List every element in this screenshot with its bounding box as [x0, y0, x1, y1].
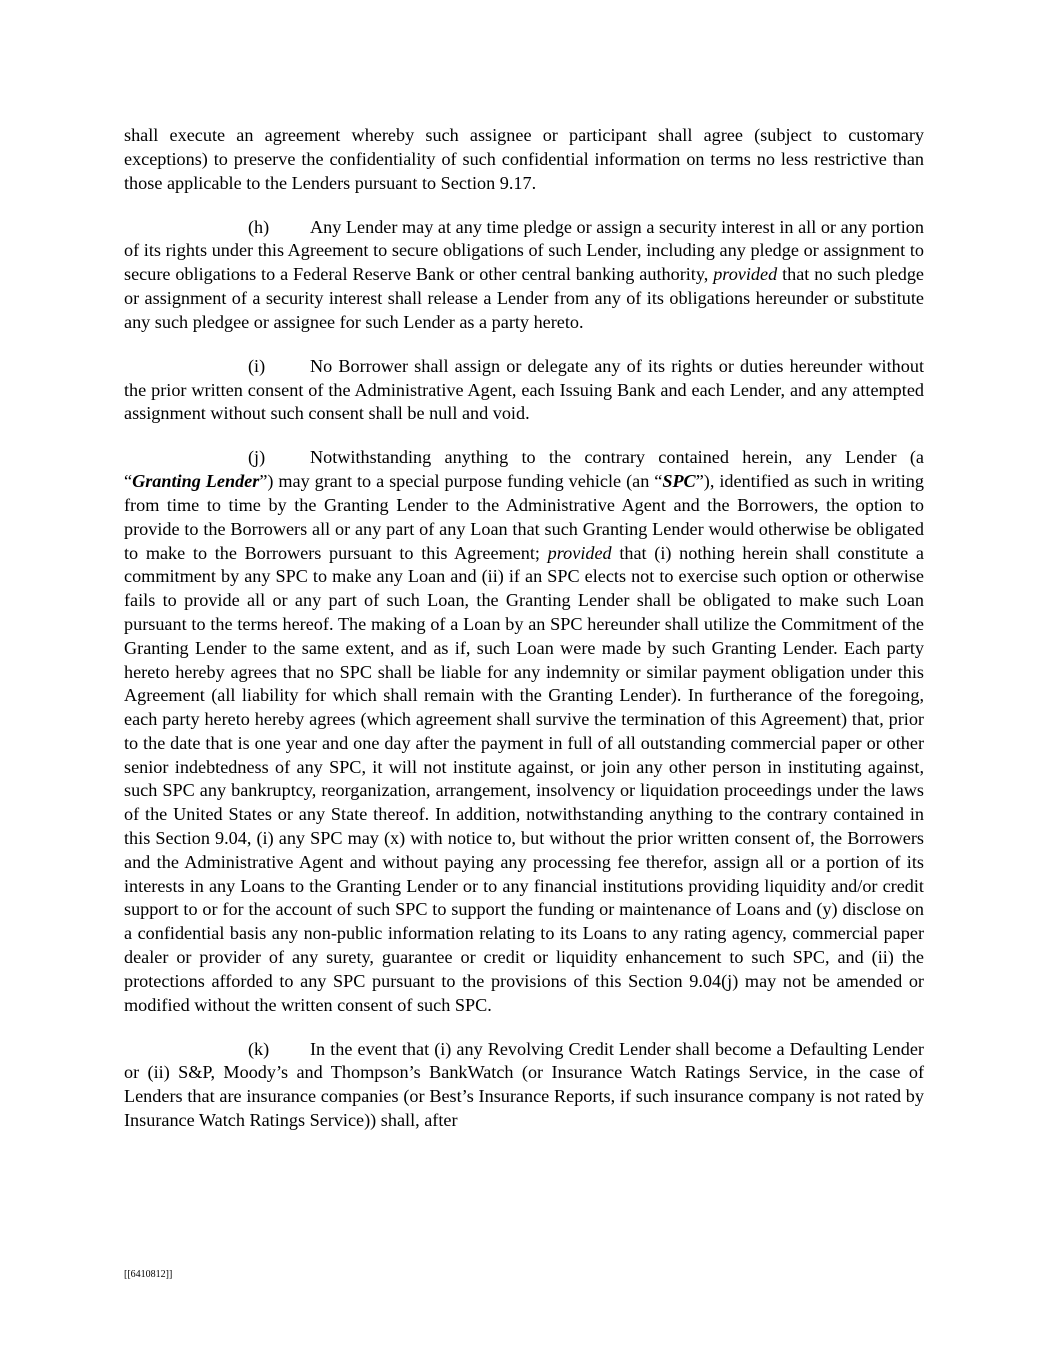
paragraph-text: that no such pledge or assignment of a security interest shall release a Lender from any of its obligations hereunder or substitute any such pledgee or assignee for such Lender as a party hereto.: [124, 264, 924, 332]
paragraph-text: ”) may grant to a special purpose funding vehicle (an “: [259, 471, 663, 492]
paragraph-text: No Borrower shall assign or delegate any of its rights or duties hereunder without the prior written consent of the Administrative Agent, each Issuing Bank and each Lender, and any attempted assignment without such consent shall be null and void.: [124, 355, 924, 424]
paragraph-continuation: [124, 124, 924, 195]
paragraph-marker: (j): [248, 447, 266, 468]
paragraph-h: [124, 216, 924, 335]
defined-term-spc: SPC: [662, 471, 696, 492]
paragraph-text: In the event that (i) any Revolving Credit Lender shall become a Defaulting Lender or (ii) S&P, Moody’s and Thompson’s BankWatch (or Insurance Watch Ratings Service, in the case of Lenders that are insurance companies (or Best’s Insurance Reports, if such insurance company is not rated by Insurance Watch Ratings Service)) shall, after: [124, 1038, 924, 1131]
paragraph-marker: (h): [248, 216, 270, 237]
defined-term-granting-lender: Granting Lender: [132, 471, 260, 492]
provided-term: provided: [547, 542, 612, 563]
paragraph-text: that (i) nothing herein shall constitute a commitment by any SPC to make any Loan and (ii) if an SPC elects not to exercise such option or otherwise fails to provide all or any part of such Loan, the Granting Lender shall be obligated to make such Loan pursuant to the terms hereof. The making of a Loan by an SPC hereunder shall utilize the Commitment of the Granting Lender to the same extent, and as if, such Loan were made by such Granting Lender. Each party hereto hereby agrees that no SPC shall be liable for any indemnity or similar payment obligation under this Agreement (all liability for which shall remain with the Granting Lender). In furtherance of the foregoing, each party hereto hereby agrees (which agreement shall survive the termination of this Agreement) that, prior to the date that is one year and one day after the payment in full of all outstanding commercial paper or other senior indebtedness of any SPC, it will not institute against, or join any other person in instituting against, such SPC any bankruptcy, reorganization, arrangement, insolvency or liquidation proceedings under the laws of the United States or any State thereof. In addition, notwithstanding anything to the contrary contained in this Section 9.04, (i) any SPC may (x) with notice to, but without the prior written consent of, the Borrowers and the Administrative Agent and without paying any processing fee therefor, assign all or a portion of its interests in any Loans to the Granting Lender or to any financial institutions providing liquidity and/or credit support to or for the account of such SPC to support the funding or maintenance of Loans and (y) disclose on a confidential basis any non-public information relating to its Loans to any rating agency, commercial paper dealer or provider of any surety, guarantee or credit or liquidity enhancement to such SPC, and (ii) the protections afforded to any SPC pursuant to the provisions of this Section 9.04(j) may not be amended or modified without the written consent of such SPC.: [124, 542, 924, 1015]
paragraph-marker: (k): [248, 1038, 270, 1059]
paragraph-text: Any Lender may at any time pledge or assign a security interest in all or any portion of its rights under this Agreement to secure obligations of such Lender, including any pledge or assignment to secure obligations to a Federal Reserve Bank or other central banking authority,: [124, 216, 924, 285]
provided-term: provided: [713, 264, 778, 285]
document-id-footer: [[6410812]]: [124, 1269, 173, 1280]
paragraph-k: [124, 1038, 924, 1133]
paragraph-j: [124, 446, 924, 1017]
paragraph-text: ”), identified as such in writing from time to time by the Granting Lender to the Administrative Agent and the Borrowers, the option to provide to the Borrowers all or any part of any Loan that such Granting Lender would otherwise be obligated to make to the Borrowers pursuant to this Agreement;: [124, 471, 924, 563]
document-page: [124, 124, 924, 1153]
paragraph-i: [124, 355, 924, 426]
paragraph-text: shall execute an agreement whereby such assignee or participant shall agree (subject to customary exceptions) to preserve the confidentiality of such confidential information on terms no less restrictive than those applicable to the Lenders pursuant to Section 9.17.: [124, 125, 924, 193]
paragraph-text: Notwithstanding anything to the contrary contained herein, any Lender (a “: [124, 447, 924, 492]
paragraph-marker: (i): [248, 355, 266, 376]
